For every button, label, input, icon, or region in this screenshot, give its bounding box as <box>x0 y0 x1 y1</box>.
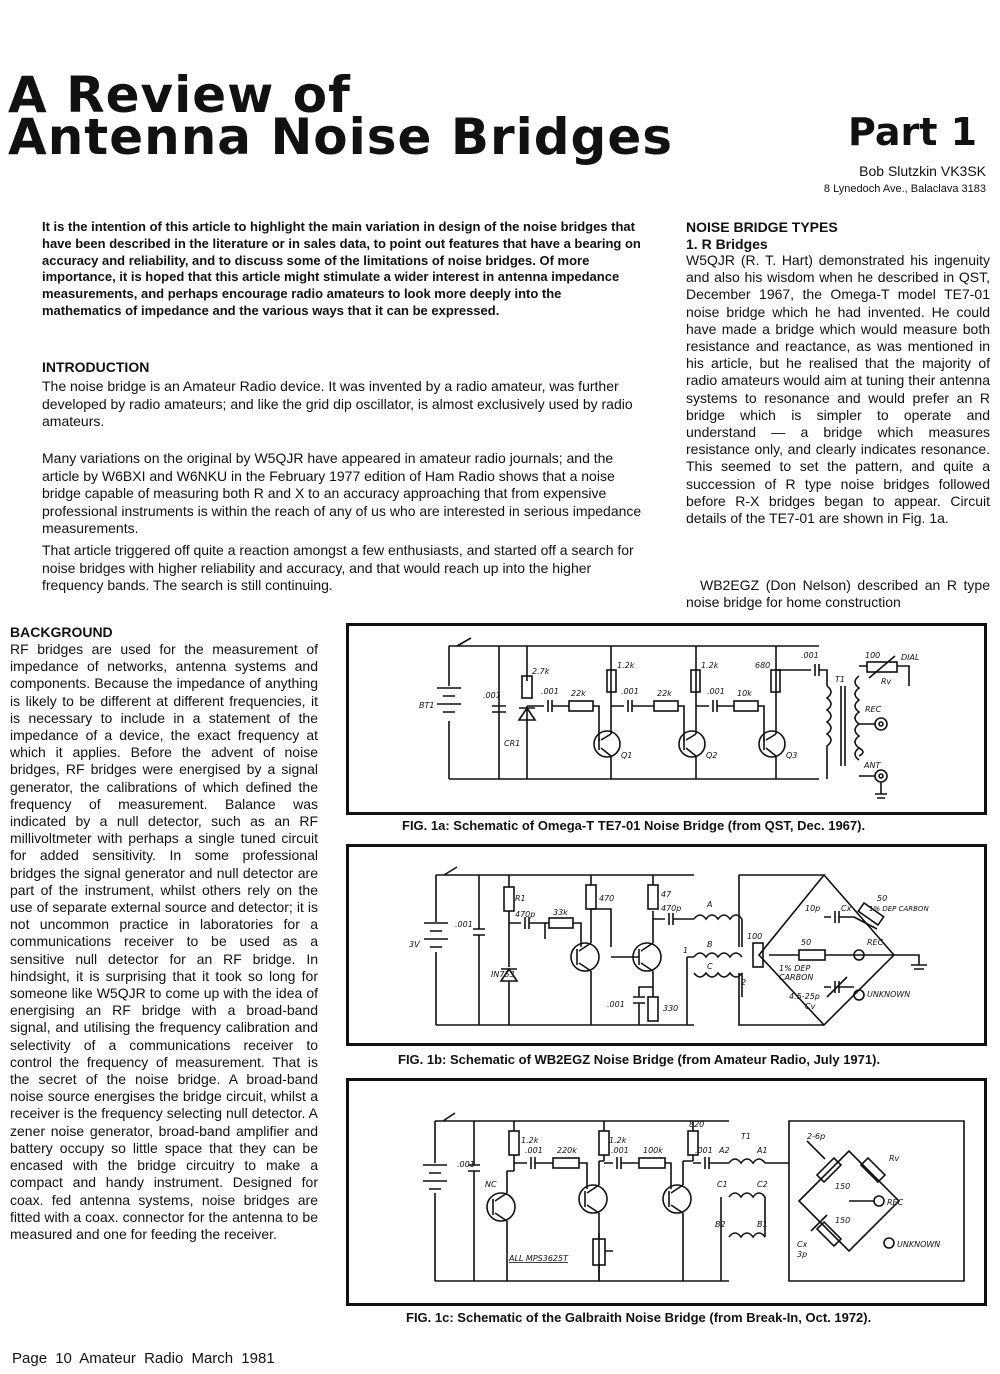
label-tol: 1% DEP <box>779 964 811 973</box>
label-r5: 330 <box>663 1004 679 1013</box>
author-name: Bob Slutzkin VK3SK <box>859 163 986 179</box>
issue-date: March 1981 <box>191 1350 275 1367</box>
introduction-paragraph-1: The noise bridge is an Amateur Radio device. It was invented by a radio amateur, was further developed by radio amateurs; and like the grid dip oscillator, is almost exclusively used by radio amateurs. <box>42 378 633 430</box>
label-t1: T1 <box>741 1132 751 1141</box>
introduction-paragraph-3: That article triggered off quite a reaction amongst a few enthusiasts, and started off a search for noise bridges with higher reliability and accuracy, and that would reach up into the higher frequency bands. The search is still continuing. <box>42 542 634 594</box>
part-label: Part 1 <box>848 110 978 154</box>
label-nc: NC <box>485 1180 497 1189</box>
byline <box>824 162 986 198</box>
label-r6: 150 <box>835 1182 851 1191</box>
label-a1: A1 <box>757 1146 768 1155</box>
label-node1: 1 <box>683 946 689 955</box>
figure-1a <box>346 623 987 815</box>
figure-1c <box>346 1078 987 1306</box>
page-footer <box>12 1350 275 1367</box>
title-line-2: Antenna Noise Bridges <box>8 108 674 166</box>
label-q2: Q2 <box>706 751 718 760</box>
label-b1: B1 <box>757 1220 768 1229</box>
label-unknown: UNKNOWN <box>897 1240 941 1249</box>
label-ant: ANT <box>864 761 881 770</box>
intro-blurb: It is the intention of this article to highlight the main variation in design of the noise bridges that have been described in the literature or in sales data, to point out features that have a bearing on accuracy and reliability, and to discuss some of the limitations of noise bridges. Of more importance, it is hoped that this article might stimulate a wider interest in antenna impedance measurements, and perhaps encourage radio amateurs to look more deeply into the mathematics of impedance and the various ways that it can be expressed. <box>42 219 641 318</box>
background-text: RF bridges are used for the measurement of impedance of networks, antenna systems and components. Because the impedance of anything is likely to be different at different frequencies, it is necessary to include in a statement of the impedance of a device, the exact frequency at which it applies. Before the advent of noise bridges, RF bridges were energised by a signal generator, the calibrations of which defined the frequency of measurement. Balance was indicated by a null detector, such as an RF millivoltmeter with perhaps a single tuned circuit for added sensitivity. In some professional bridges the signal generator and null detector are part of the instrument, whilst others rely on the use of separate external source and detector; it is not uncommon practice in laboratories for a communications receiver to be used as a sensitive null detector for an RF bridge. In hindsight, it is surprising that it took so long for someone like W5QJR to come up with the idea of energising an RF bridge with a broad-band signal, and utilising the frequency calibration and selectivity of a communications receiver to control the frequency of measurement. That is the secret of the noise bridge. A broad-band noise source energises the bridge circuit, whilst a receiver is the frequency selecting null detector. A zener noise generator, broad-band amplifier and battery occupy so little space that they can be encased with the bridge circuitry to make a compact and handy instrument. Designed for coax. fed antenna systems, noise bridges are fitted with a coax. connector for the antenna to be measured and one for feeding the receiver. <box>10 641 318 1242</box>
label-c1: .001 <box>457 1160 475 1169</box>
label-q1: Q1 <box>621 751 633 760</box>
label-c1: .001 <box>483 691 501 700</box>
label-r6: 50 <box>801 938 812 947</box>
figure-1b-caption: FIG. 1b: Schematic of WB2EGZ Noise Bridge (from Amateur Radio, July 1971). <box>398 1052 881 1067</box>
schematic-1c <box>349 1081 984 1303</box>
label-rv: Rv <box>881 677 892 686</box>
label-r1: R1 <box>515 894 526 903</box>
label-r2: 33k <box>553 908 568 917</box>
title-line-1: A Review of <box>8 66 351 124</box>
label-cr1: CR1 <box>504 739 521 748</box>
label-r3: 1.2k <box>617 661 635 670</box>
label-r7: 50 <box>877 894 888 903</box>
label-rec: REC <box>887 1198 904 1207</box>
label-c: C <box>707 962 713 971</box>
types-paragraph-1: W5QJR (R. T. Hart) demonstrated his ingenuity and also his wisdom when he described in QST, December 1967, the Omega-T model TE7-01 noise bridge which he had invented. He could have made a bridge which would measure both resistance and reactance, as was mentioned in his article, but he realised that the majority of radio amateurs would aim at tuning their antenna systems to resonance and would prefer an R bridge which is simpler to operate and understand — a bridge which measures resistance only, and clearly indicates resonance. This seemed to set the pattern, and quite a succession of R type noise bridges followed before R-X bridges began to appear. Circuit details of the TE7-01 are shown in Fig. 1a. <box>686 252 990 527</box>
label-rv: Rv <box>889 1154 900 1163</box>
label-pot: 100 <box>865 651 881 660</box>
label-c5: .001 <box>801 651 819 660</box>
label-c4: .001 <box>695 1146 713 1155</box>
label-cv: 4.5-25p <box>789 992 820 1001</box>
label-pot: 100 <box>747 932 763 941</box>
label-r6: 10k <box>737 689 752 698</box>
label-r5: 820 <box>689 1120 705 1129</box>
label-c3: .001 <box>621 687 639 696</box>
label-cx-value: 3p <box>797 1250 808 1259</box>
author-address: 8 Lynedoch Ave., Balaclava 3183 <box>823 183 986 195</box>
label-r4: 47 <box>661 890 672 899</box>
label-node2: 2 <box>741 978 747 987</box>
label-r3: 1.2k <box>609 1136 627 1145</box>
label-r2: 22k <box>571 689 586 698</box>
label-b2: B2 <box>715 1220 726 1229</box>
label-c2: .001 <box>525 1146 543 1155</box>
label-r3: 470 <box>599 894 615 903</box>
label-t1: T1 <box>835 675 845 684</box>
label-r7: 150 <box>835 1216 851 1225</box>
label-cx: Cx <box>841 904 852 913</box>
label-dial: DIAL <box>901 653 920 662</box>
page-number: Page 10 <box>12 1350 72 1367</box>
types-heading: NOISE BRIDGE TYPES <box>686 219 838 235</box>
figure-1b <box>346 844 987 1046</box>
label-c4: .001 <box>607 1000 625 1009</box>
label-rec: REC <box>865 705 882 714</box>
label-parts: ALL MPS3625T <box>509 1254 568 1263</box>
label-c3: 470p <box>661 904 682 913</box>
types-paragraph-2: WB2EGZ (Don Nelson) described an R type noise bridge for home construction <box>686 577 990 611</box>
label-3v: 3V <box>409 940 420 949</box>
label-rec: REC <box>867 938 884 947</box>
label-cv-name: Cv <box>805 1002 816 1011</box>
figure-1a-caption: FIG. 1a: Schematic of Omega-T TE7-01 Noise Bridge (from QST, Dec. 1967). <box>402 818 866 833</box>
label-r1: 1.2k <box>521 1136 539 1145</box>
label-r4: 100k <box>643 1146 663 1155</box>
label-c5: 10p <box>805 904 821 913</box>
label-r1: 2.7k <box>532 667 550 676</box>
label-c1-winding: C1 <box>717 1180 728 1189</box>
label-a: A <box>707 900 713 909</box>
label-unknown: UNKNOWN <box>867 990 911 999</box>
label-r7: 680 <box>755 661 771 670</box>
label-tol2: 1% DEP CARBON <box>869 905 929 913</box>
r-bridges-subheading: 1. R Bridges <box>686 236 768 252</box>
background-heading: BACKGROUND <box>10 624 113 640</box>
label-c4: .001 <box>707 687 725 696</box>
label-cx: Cx <box>797 1240 808 1249</box>
label-r5: 1.2k <box>701 661 719 670</box>
label-carbon: CARBON <box>779 973 814 982</box>
introduction-paragraph-2: Many variations on the original by W5QJR have appeared in amateur radio journals; and the article by W6BXI and W6NKU in the February 1977 edition of Ham Radio shows that a noise bridge capable of measuring both R and X to an accuracy approaching that from expensive professional instruments is within the reach of any of us who are interested in serious impedance measurements. <box>42 450 642 537</box>
label-q3: Q3 <box>786 751 798 760</box>
label-r4: 22k <box>657 689 672 698</box>
schematic-1b <box>349 847 984 1043</box>
label-cap: 2-6p <box>807 1132 826 1141</box>
label-a2: A2 <box>719 1146 730 1155</box>
label-zener: IN753 <box>491 970 515 979</box>
magazine-name: Amateur Radio <box>79 1350 184 1367</box>
label-b: B <box>707 940 713 949</box>
label-c2: .001 <box>541 687 559 696</box>
label-c2: 470p <box>515 910 536 919</box>
label-c3: .001 <box>611 1146 629 1155</box>
introduction-heading: INTRODUCTION <box>42 359 150 375</box>
schematic-1a <box>349 626 984 812</box>
label-r2: 220k <box>557 1146 577 1155</box>
label-bt1: BT1 <box>419 701 435 710</box>
label-c1: .001 <box>455 920 473 929</box>
figure-1c-caption: FIG. 1c: Schematic of the Galbraith Noise Bridge (from Break-In, Oct. 1972). <box>406 1310 872 1325</box>
label-c2-winding: C2 <box>757 1180 768 1189</box>
